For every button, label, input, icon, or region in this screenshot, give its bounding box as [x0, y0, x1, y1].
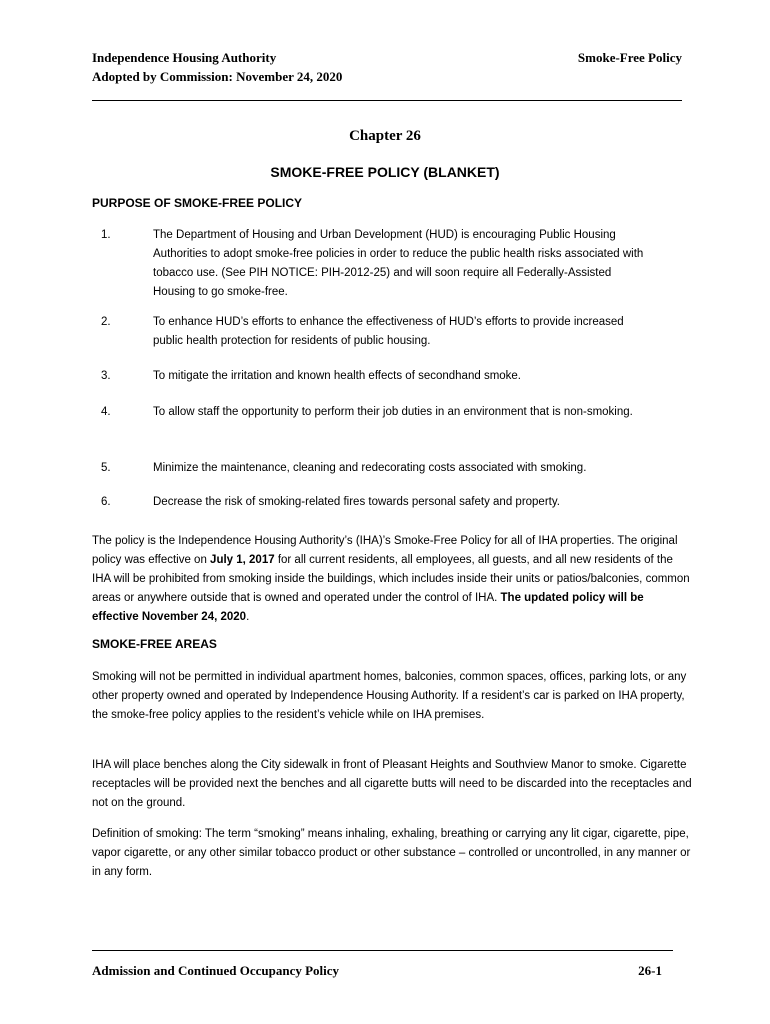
policy-text-part1: The policy is the Independence Housing Authority’s (IHA)’s Smoke-Free Policy for all of IHA properties. The original policy was effective on — [92, 535, 678, 566]
updated-effective-date: The updated policy will be effective November 24, 2020 — [92, 592, 644, 623]
areas-paragraph-2: IHA will place benches along the City sidewalk in front of Pleasant Heights and Southview Manor to smoke. Cigarette receptacles will be provided next the benches and all cigarette butts will need to be discarded into the receptacles and not on the ground. — [92, 759, 692, 809]
header-doc-title: Smoke-Free Policy — [577, 50, 682, 65]
list-item-number: 2. — [101, 316, 111, 328]
page-footer — [92, 963, 662, 979]
list-item-number: 5. — [101, 462, 111, 474]
purpose-heading: PURPOSE OF SMOKE-FREE POLICY — [92, 196, 303, 210]
smoking-definition-paragraph: Definition of smoking: The term “smoking” means inhaling, exhaling, breathing or carrying any lit cigar, cigarette, pipe, vapor cigarette, or any other similar tobacco product or other substance – controlled or uncontrolled, in any manner or in any form. — [92, 828, 691, 878]
list-item-text: To allow staff the opportunity to perform their job duties in an environment that is non-smoking. — [153, 406, 633, 418]
chapter-label: Chapter 26 — [349, 128, 421, 144]
header-divider — [92, 100, 682, 101]
header-org: Independence Housing Authority — [92, 50, 277, 65]
areas-paragraph-1: Smoking will not be permitted in individual apartment homes, balconies, common spaces, offices, parking lots, or any other property owned and operated by Independence Housing Authority. If a resident’s car is parked on IHA property, the smoke-free policy applies to the resident’s vehicle while on IHA premises. — [92, 671, 687, 721]
page-header — [92, 48, 682, 86]
list-item-text: The Department of Housing and Urban Development (HUD) is encouraging Public Housing Authorities to adopt smoke-free policies in order to reduce the public health risks associated with tobacco use. (See PIH NOTICE: PIH-2012-25) and will soon require all Federally-Assisted Housing to go smoke-free. — [153, 229, 644, 298]
original-effective-date: July 1, 2017 — [210, 554, 275, 566]
list-item-text: To enhance HUD’s efforts to enhance the effectiveness of HUD’s efforts to provide increased public health protection for residents of public housing. — [153, 316, 624, 347]
list-item-text: Decrease the risk of smoking-related fires towards personal safety and property. — [153, 496, 560, 508]
page-number: 26-1 — [638, 963, 662, 978]
list-item-number: 1. — [101, 229, 111, 241]
policy-text-part2: for all current residents, all employees, all guests, and all new residents of the IHA will be prohibited from smoking inside the buildings, which includes inside their units or patios/balconies, common areas or anywhere outside that is owned and operated under the control of IHA. — [92, 554, 690, 604]
page-title: SMOKE-FREE POLICY (BLANKET) — [270, 164, 500, 180]
list-item-text: Minimize the maintenance, cleaning and redecorating costs associated with smoking. — [153, 462, 587, 474]
policy-paragraph — [92, 532, 692, 627]
list-item-number: 4. — [101, 406, 111, 418]
policy-text-end: . — [246, 611, 250, 623]
areas-heading: SMOKE-FREE AREAS — [92, 637, 217, 651]
footer-doc-name: Admission and Continued Occupancy Policy — [92, 963, 340, 978]
header-adopted-date: Adopted by Commission: November 24, 2020 — [92, 69, 343, 84]
list-item-number: 6. — [101, 496, 111, 508]
list-item-number: 3. — [101, 370, 111, 382]
footer-divider — [92, 950, 673, 951]
list-item-text: To mitigate the irritation and known health effects of secondhand smoke. — [153, 370, 522, 382]
